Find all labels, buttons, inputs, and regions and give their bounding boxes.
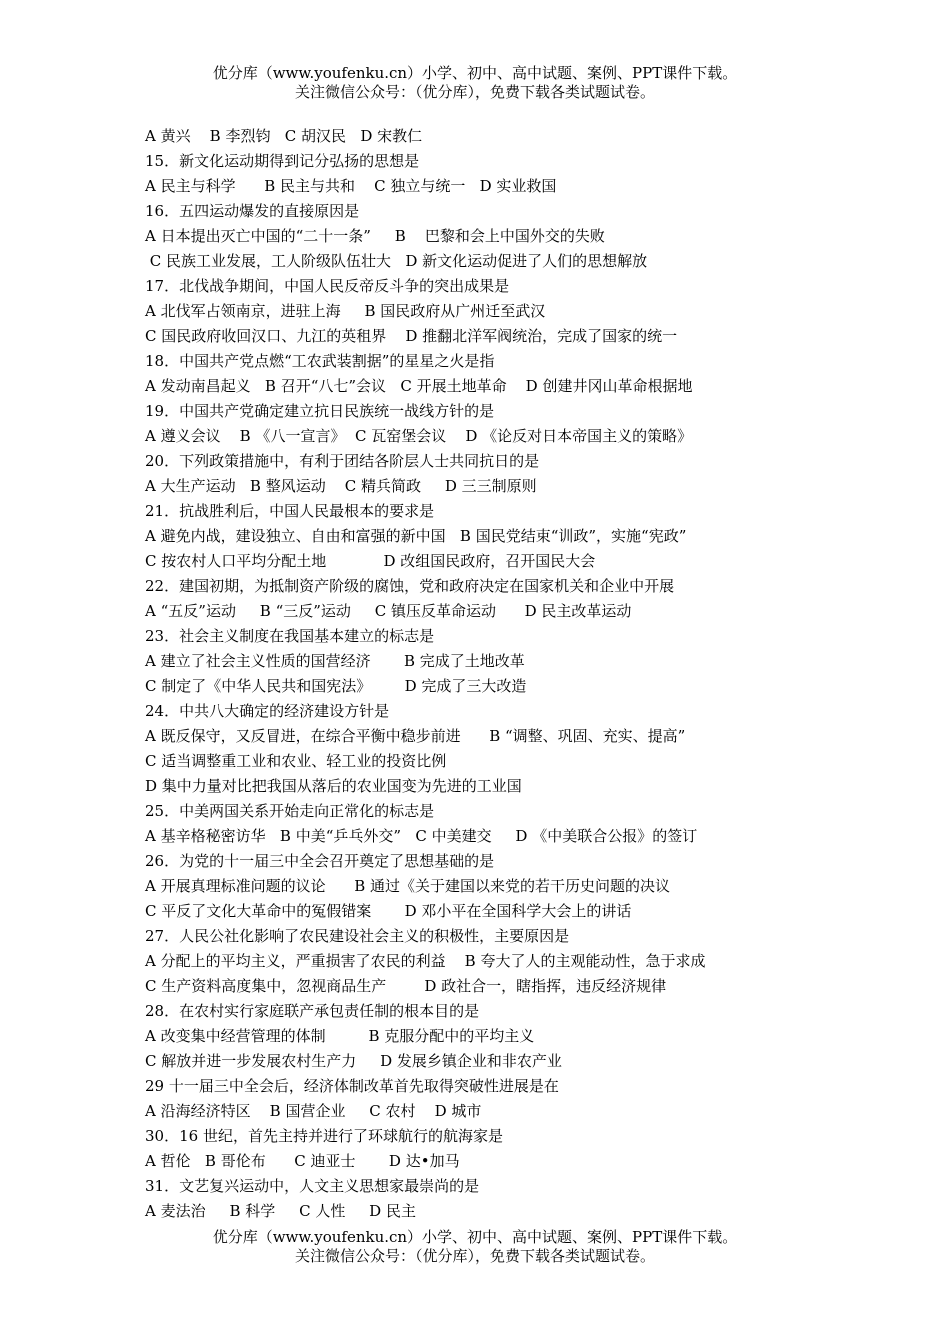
- question-23: 23．社会主义制度在我国基本建立的标志是: [145, 627, 435, 645]
- answer-options: A 基辛格秘密访华 B 中美“乒乓外交” C 中美建交 D 《中美联合公报》的签订: [145, 827, 698, 845]
- question-29: 29 十一届三中全会后，经济体制改革首先取得突破性进展是在: [145, 1077, 559, 1095]
- page-header: [0, 64, 950, 102]
- answer-options: C 生产资料高度集中，忽视商品生产 D 政社合一，瞎指挥，违反经济规律: [145, 977, 667, 995]
- answer-options: A 发动南昌起义 B 召开“八七”会议 C 开展土地革命 D 创建井冈山革命根据地: [145, 377, 693, 395]
- question-21: 21．抗战胜利后，中国人民最根本的要求是: [145, 502, 435, 520]
- answer-options: C 适当调整重工业和农业、轻工业的投资比例: [145, 752, 447, 770]
- answer-options: A 避免内战，建设独立、自由和富强的新中国 B 国民党结束“训政”，实施“宪政”: [145, 527, 687, 545]
- answer-options: C 解放并进一步发展农村生产力 D 发展乡镇企业和非农产业: [145, 1052, 562, 1070]
- question-18: 18．中国共产党点燃“工农武装割据”的星星之火是指: [145, 352, 495, 370]
- answer-options: C 民族工业发展，工人阶级队伍壮大 D 新文化运动促进了人们的思想解放: [145, 252, 648, 270]
- question-22: 22．建国初期，为抵制资产阶级的腐蚀，党和政府决定在国家机关和企业中开展: [145, 577, 675, 595]
- answer-options: A 遵义会议 B 《八一宣言》 C 瓦窑堡会议 D 《论反对日本帝国主义的策略》: [145, 427, 693, 445]
- answer-options: A 沿海经济特区 B 国营企业 C 农村 D 城市: [145, 1102, 482, 1120]
- question-28: 28．在农村实行家庭联产承包责任制的根本目的是: [145, 1002, 480, 1020]
- answer-options: C 按农村人口平均分配土地 D 改组国民政府，召开国民大会: [145, 552, 596, 570]
- answer-options: A 民主与科学 B 民主与共和 C 独立与统一 D 实业救国: [145, 177, 557, 195]
- answer-options: A 大生产运动 B 整风运动 C 精兵简政 D 三三制原则: [145, 477, 537, 495]
- answer-options: A 哲伦 B 哥伦布 C 迪亚士 D 达•加马: [145, 1152, 460, 1170]
- answer-options: A 麦法治 B 科学 C 人性 D 民主: [145, 1202, 416, 1220]
- answer-options: A 建立了社会主义性质的国营经济 B 完成了土地改革: [145, 652, 525, 670]
- answer-options: A 既反保守，又反冒进，在综合平衡中稳步前进 B “调整、巩固、充实、提高”: [145, 727, 686, 745]
- answer-options: C 国民政府收回汉口、九江的英租界 D 推翻北洋军阀统治，完成了国家的统一: [145, 327, 678, 345]
- answer-options: A 黄兴 B 李烈钧 C 胡汉民 D 宋教仁: [145, 127, 423, 145]
- question-19: 19．中国共产党确定建立抗日民族统一战线方针的是: [145, 402, 495, 420]
- footer-line-2: 关注微信公众号：（优分库），免费下载各类试题试卷。: [294, 1247, 655, 1265]
- answer-options: A 日本提出灭亡中国的“二十一条” B 巴黎和会上中国外交的失败: [145, 227, 605, 245]
- footer-line-1: 优分库（www.youfenku.cn）小学、初中、高中试题、案例、PPT课件下载。: [212, 1228, 738, 1246]
- page-footer: [0, 1228, 950, 1266]
- question-15: 15．新文化运动期得到记分弘扬的思想是: [145, 152, 420, 170]
- answer-options: A 开展真理标准问题的议论 B 通过《关于建国以来党的若干历史问题的决议: [145, 877, 671, 895]
- answer-options: A “五反”运动 B “三反”运动 C 镇压反革命运动 D 民主改革运动: [145, 602, 632, 620]
- question-25: 25．中美两国关系开始走向正常化的标志是: [145, 802, 435, 820]
- answer-options: C 制定了《中华人民共和国宪法》 D 完成了三大改造: [145, 677, 527, 695]
- question-27: 27．人民公社化影响了农民建设社会主义的积极性，主要原因是: [145, 927, 570, 945]
- answer-options: D 集中力量对比把我国从落后的农业国变为先进的工业国: [145, 777, 522, 795]
- question-26: 26．为党的十一届三中全会召开奠定了思想基础的是: [145, 852, 495, 870]
- question-list: [145, 124, 845, 1224]
- question-31: 31．文艺复兴运动中，人文主义思想家最崇尚的是: [145, 1177, 480, 1195]
- answer-options: A 北伐军占领南京，进驻上海 B 国民政府从广州迁至武汉: [145, 302, 546, 320]
- question-17: 17．北伐战争期间，中国人民反帝反斗争的突出成果是: [145, 277, 510, 295]
- answer-options: A 改变集中经营管理的体制 B 克服分配中的平均主义: [145, 1027, 535, 1045]
- answer-options: C 平反了文化大革命中的冤假错案 D 邓小平在全国科学大会上的讲话: [145, 902, 632, 920]
- question-16: 16．五四运动爆发的直接原因是: [145, 202, 360, 220]
- answer-options: A 分配上的平均主义，严重损害了农民的利益 B 夸大了人的主观能动性，急于求成: [145, 952, 706, 970]
- header-line-1: 优分库（www.youfenku.cn）小学、初中、高中试题、案例、PPT课件下载。: [212, 64, 738, 82]
- question-30: 30．16 世纪，首先主持并进行了环球航行的航海家是: [145, 1127, 503, 1145]
- question-20: 20．下列政策措施中，有利于团结各阶层人士共同抗日的是: [145, 452, 540, 470]
- header-line-2: 关注微信公众号：（优分库），免费下载各类试题试卷。: [294, 83, 655, 101]
- question-24: 24．中共八大确定的经济建设方针是: [145, 702, 390, 720]
